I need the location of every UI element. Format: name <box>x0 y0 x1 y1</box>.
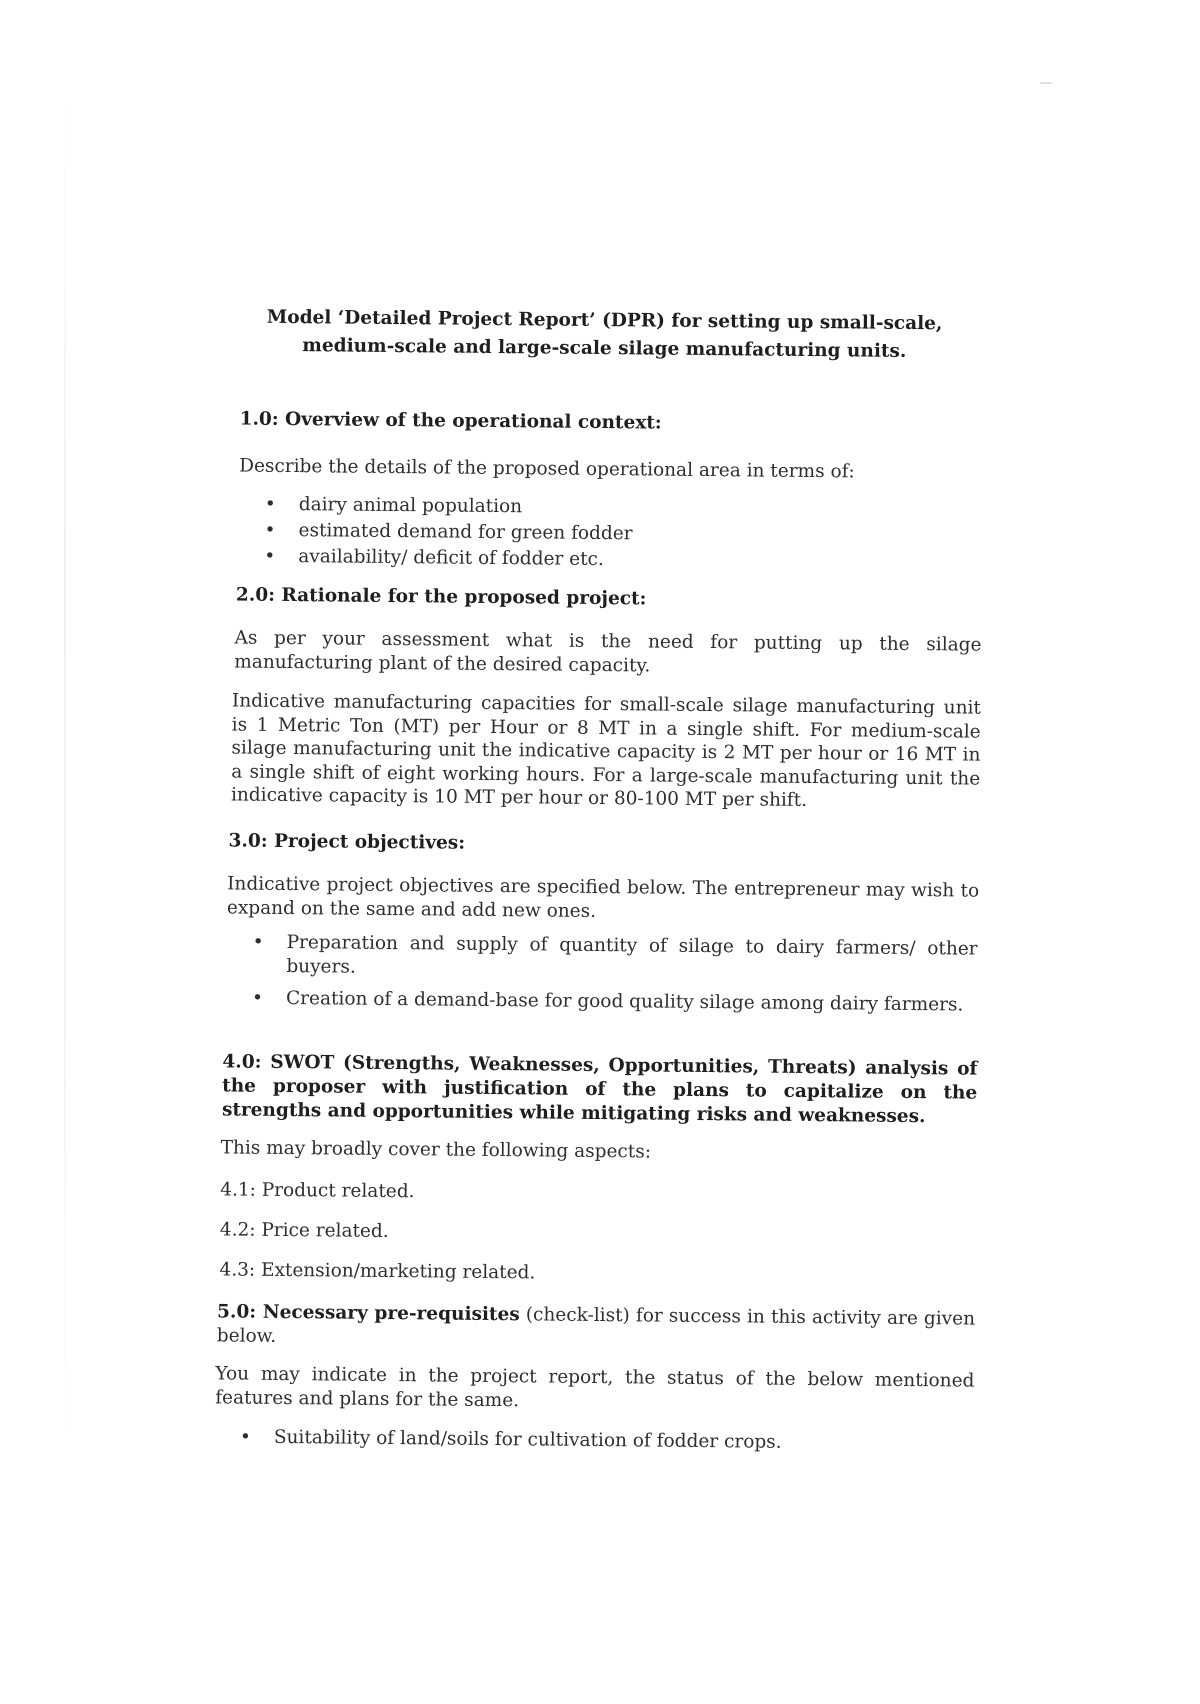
bullet-text: availability/ deficit of fodder etc. <box>298 546 604 571</box>
section-1-intro: Describe the details of the proposed operational area in terms of: <box>239 455 855 483</box>
bullet-icon: • <box>251 987 264 1009</box>
bullet-text: dairy animal population <box>298 494 523 518</box>
document-title <box>204 303 1005 367</box>
section-1-bullet-list <box>264 492 865 576</box>
bullet-icon: • <box>264 493 276 515</box>
bullet-text: Preparation and supply of quantity of silage to dairy farmers/ other buyers. <box>286 931 978 978</box>
bullet-text: Suitability of land/soils for cultivation of fodder crops. <box>273 1426 782 1453</box>
list-item <box>240 1425 940 1458</box>
section-5-heading <box>217 1300 975 1355</box>
title-line-2: medium-scale and large-scale silage manufacturing units. <box>302 335 907 362</box>
section-4-intro: This may broadly cover the following aspects: <box>220 1137 652 1163</box>
section-3-intro: Indicative project objectives are specified below. The entrepreneur may wish to expand on the same and add new ones. <box>226 873 980 922</box>
section-4-item-4-3: 4.3: Extension/marketing related. <box>219 1259 536 1284</box>
section-4-heading: 4.0: SWOT (Strengths, Weaknesses, Opportunities, Threats) analysis of the proposer with justification of the plans to capitalize on the strengths and opportunities while mitigating risks and weaknesses. <box>221 1051 978 1128</box>
section-2-paragraph-1: As per your assessment what is the need for putting up the silage manufacturing plant of the desired capacity. <box>234 627 982 677</box>
section-3-heading: 3.0: Project objectives: <box>228 830 466 854</box>
bullet-text: estimated demand for green fodder <box>298 520 633 545</box>
bullet-icon: • <box>252 931 264 953</box>
list-item <box>252 987 977 1018</box>
section-5-heading-bold: 5.0: Necessary pre-requisites <box>216 1301 520 1326</box>
section-2-heading: 2.0: Rationale for the proposed project: <box>235 584 647 610</box>
bullet-icon: • <box>239 1426 251 1448</box>
bullet-icon: • <box>264 545 276 567</box>
section-4-item-4-2: 4.2: Price related. <box>219 1219 389 1242</box>
section-4-item-4-1: 4.1: Product related. <box>220 1179 415 1203</box>
bullet-text: Creation of a demand-base for good quality silage among dairy farmers. <box>285 987 964 1016</box>
list-item <box>252 931 977 986</box>
section-3-bullet-list <box>252 931 978 1018</box>
section-5-heading-rest: (check-list) for success in this activity are given below. <box>216 1304 976 1347</box>
section-5-bullet-list <box>240 1425 940 1458</box>
list-item <box>264 544 864 576</box>
bullet-icon: • <box>264 519 276 541</box>
section-1-heading: 1.0: Overview of the operational context: <box>239 408 662 434</box>
section-5-paragraph: You may indicate in the project report, the status of the below mentioned features and plans for the same. <box>215 1363 975 1412</box>
title-line-1: Model ‘Detailed Project Report’ (DPR) for setting up small-scale, <box>266 306 943 335</box>
section-2-paragraph-2: Indicative manufacturing capacities for small-scale silage manufacturing unit is 1 Metric Ton (MT) per Hour or 8 MT in a single shift. For medium-scale silage manufacturing unit the indicative capacity is 2 MT per hour or 16 MT in a single shift of eight working hours. For a large-scale manufacturing unit the indicative capacity is 10 MT per hour or 80-100 MT per shift. <box>230 690 981 811</box>
